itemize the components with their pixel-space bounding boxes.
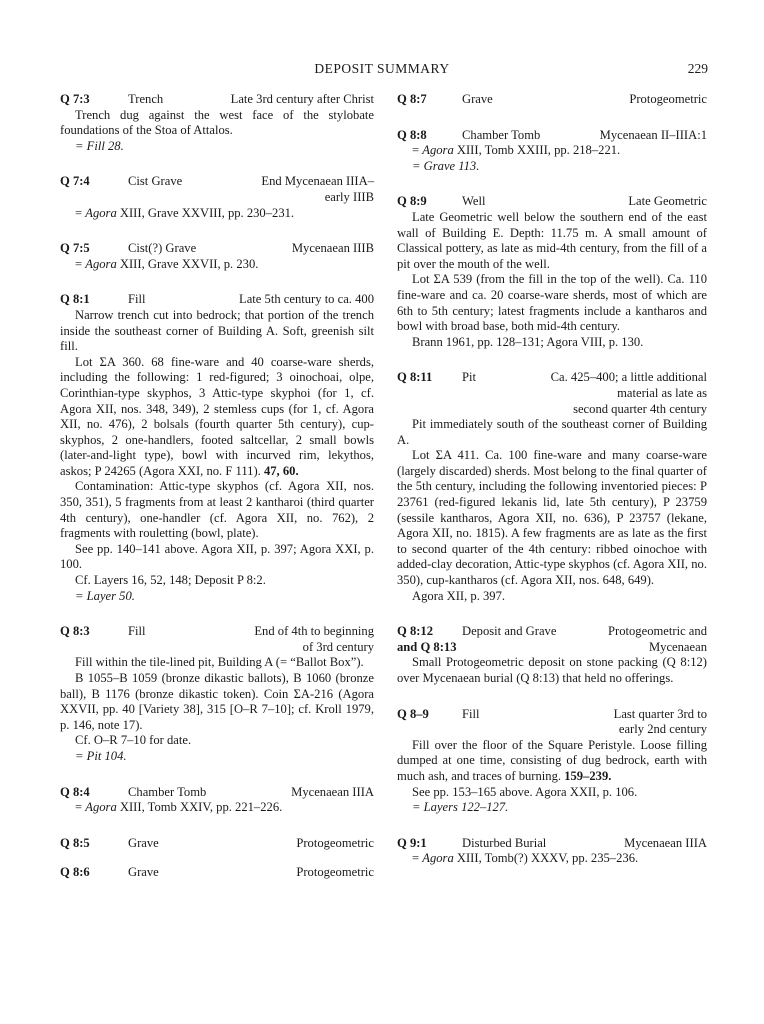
entry-see-also: See pp. 153–165 above. Agora XXII, p. 106. <box>412 784 638 799</box>
entry-heading <box>60 865 374 881</box>
catalogue-numbers: 159–239. <box>564 768 612 783</box>
entry-heading <box>397 370 707 417</box>
deposit-id: Q 8:4 <box>60 784 90 799</box>
deposit-type: Fill <box>128 624 146 639</box>
deposit-type: Grave <box>128 865 159 880</box>
deposit-id: Q 7:4 <box>60 174 90 189</box>
entry-heading <box>60 292 374 308</box>
entry-cross-reference: = Layers 122–127. <box>412 800 509 815</box>
lot-contents-text: Lot ΣA 360. 68 fine-ware and 40 coarse-ware sherds, including the following: 1 red-figured; 3 oinochoai, olpe, Corinthian-type skyphos, 3 Attic-type skyphoi (for 1, cf. Agora XII, nos. 348, 349), 2 stemless cups (for 1, cf. Agora XII, no. 476), 2 bolsals (fourth quarter 5th century), cup-skyphos, 2 one-handlers, footed saltcellar, 2 small bowls (later-and-light type), bowl with incurved rim, lekythos, askos; P 24265 (Agora XXI, no. F 111). <box>60 354 374 478</box>
deposit-id: Q 8:3 <box>60 624 90 639</box>
entry-heading <box>60 174 374 205</box>
entry-description: Narrow trench cut into bedrock; that portion of the trench inside the southeast corner of Building A. Soft, greenish silt fill. <box>60 307 374 354</box>
deposit-type: Fill <box>128 292 146 307</box>
deposit-date-line-3: second quarter 4th century <box>573 401 707 416</box>
left-column <box>60 92 374 901</box>
deposit-date: Late 5th century to ca. 400 <box>239 292 374 307</box>
deposit-type: Cist(?) Grave <box>128 241 197 256</box>
entry-heading <box>397 194 707 210</box>
deposit-date: Mycenaean IIIA <box>291 784 374 799</box>
publication-reference: XIII, Tomb(?) XXXV, pp. 235–236. <box>453 851 639 866</box>
publication-reference: XIII, Tomb XXIII, pp. 218–221. <box>453 143 621 158</box>
deposit-type: Deposit and Grave <box>462 624 557 639</box>
entry-contamination: Contamination: Attic-type skyphos (cf. Agora XII, nos. 350, 351), 5 fragments from at least 2 kantharoi (third quarter 4th century), one-handler (cf. Agora XII, no. 762), 2 fragments with rouletting (bowl, plate). <box>60 479 374 541</box>
page-header <box>0 61 764 79</box>
publication-series: Agora <box>85 800 117 815</box>
deposit-type: Well <box>462 194 486 209</box>
entry-q8-3 <box>60 624 374 764</box>
entry-heading <box>397 624 707 640</box>
entry-q8-12-13 <box>397 624 707 686</box>
entry-bibliography: = Agora XIII, Tomb XXIII, pp. 218–221. <box>412 143 621 158</box>
entry-cross-reference: = Fill 28. <box>75 138 124 153</box>
entry-q8-9 <box>397 194 707 350</box>
deposit-date <box>188 624 374 655</box>
entry-finds: B 1055–B 1059 (bronze dikastic ballots), B 1060 (bronze ball), B 1176 (bronze dikastic token). Coin ΣA-216 (Agora XXVII, pp. 40 [Variety 38], 315 [O–R 7–10]; cf. Kroll 1979, p. 146, note 17). <box>60 671 374 732</box>
deposit-id: Q 7:5 <box>60 241 90 256</box>
entry-q7-3 <box>60 92 374 154</box>
deposit-type: Grave <box>462 92 493 106</box>
deposit-id: Q 8:11 <box>397 370 433 385</box>
page-number: 229 <box>687 61 708 76</box>
deposit-date-line-1: End Mycenaean IIIA– <box>261 174 374 189</box>
deposit-type: Pit <box>462 370 477 385</box>
deposit-date: Mycenaean II–IIIA:1 <box>599 127 707 142</box>
deposit-date: Mycenaean IIIA <box>624 835 707 850</box>
entry-compare: Cf. Layers 16, 52, 148; Deposit P 8:2. <box>75 573 266 588</box>
publication-series: Agora <box>85 205 117 220</box>
deposit-date: Protogeometric and <box>608 624 707 639</box>
entry-q7-4 <box>60 174 374 221</box>
publication-reference: XIII, Grave XXVIII, pp. 230–231. <box>116 205 295 220</box>
deposit-id: Q 8:6 <box>60 865 90 880</box>
deposit-date-line-2: early 2nd century <box>618 722 707 737</box>
entry-q8-5 <box>60 836 374 852</box>
deposit-type: Disturbed Burial <box>462 835 547 850</box>
deposit-type: Cist Grave <box>128 174 183 189</box>
description-text: Fill over the floor of the Square Peristyle. Loose filling dumped at one time, consisting of dug bedrock, earth with much ash, and traces of burning. <box>397 737 707 783</box>
deposit-id: Q 8:7 <box>397 92 427 106</box>
entry-bibliography: Agora XII, p. 397. <box>412 588 506 603</box>
deposit-id: Q 8:5 <box>60 835 90 850</box>
entry-q8-11 <box>397 370 707 604</box>
deposit-date: Protogeometric <box>296 835 374 850</box>
deposit-id-second <box>397 640 457 656</box>
entry-see-also: See pp. 140–141 above. Agora XII, p. 397; Agora XXI, p. 100. <box>60 541 374 572</box>
entry-description <box>397 738 707 785</box>
deposit-type: Chamber Tomb <box>462 127 541 142</box>
entry-bibliography: Brann 1961, pp. 128–131; Agora VIII, p. 130. <box>412 334 644 349</box>
deposit-date <box>216 174 374 205</box>
entry-heading <box>397 836 707 852</box>
entry-bibliography: = Agora XIII, Tomb(?) XXXV, pp. 235–236. <box>412 851 639 866</box>
entry-q8-1 <box>60 292 374 604</box>
entry-q8-8 <box>397 128 707 175</box>
entry-bibliography: = Agora XIII, Tomb XXIV, pp. 221–226. <box>75 800 283 815</box>
catalogue-numbers: 47, 60. <box>263 463 299 478</box>
deposit-date-line-2: of 3rd century <box>302 639 374 654</box>
deposit-date: Mycenaean <box>648 639 707 654</box>
publication-reference: XIII, Tomb XXIV, pp. 221–226. <box>116 800 283 815</box>
entry-description: Pit immediately south of the southeast corner of Building A. <box>397 417 707 447</box>
publication-series: Agora <box>422 851 454 866</box>
deposit-id: Q 8–9 <box>397 706 429 721</box>
deposit-date: Mycenaean IIIB <box>291 241 374 256</box>
entry-cross-reference: = Layer 50. <box>75 588 135 603</box>
entry-description: Small Protogeometric deposit on stone packing (Q 8:12) over Mycenaean burial (Q 8:13) that held no offerings. <box>397 655 707 685</box>
entry-q9-1 <box>397 836 707 867</box>
entry-description: Trench dug against the west face of the stylobate foundations of the Stoa of Attalos. <box>60 107 374 138</box>
entry-heading <box>60 92 374 108</box>
entry-q8-4 <box>60 785 374 816</box>
deposit-id: Q 8:9 <box>397 194 427 209</box>
deposit-id: Q 8:1 <box>60 292 90 307</box>
entry-lot-contents: Lot ΣA 411. Ca. 100 fine-ware and many coarse-ware (largely discarded) sherds. Most belong to the final quarter of the 5th century, including the following inventoried pieces: P 23761 (red-figured lekanis lid, late 5th century), P 23759 (sessile kantharos, Agora XII, no. 636), P 23757 (lekane, Agora XII, no. 1815). A few fragments are as late as the first to second quarter of the 4th century: ribbed oinochoe with added-clay decoration, Attic-type skyphos (cf. Agora XII, no. 350), cup-kantharos (cf. Agora XII, nos. 648, 649). <box>397 448 707 588</box>
deposit-date-line-2: material as late as <box>617 385 707 400</box>
entry-cross-reference: = Grave 113. <box>412 158 480 173</box>
entry-cross-reference: = Pit 104. <box>75 748 127 763</box>
deposit-date <box>512 370 707 417</box>
entry-heading <box>60 785 374 801</box>
publication-series: Agora <box>85 256 117 271</box>
entry-lot-contents <box>60 355 374 480</box>
deposit-type: Grave <box>128 835 159 850</box>
deposit-date-line-1: Ca. 425–400; a little additional <box>550 370 707 385</box>
entry-q7-5 <box>60 241 374 272</box>
right-column <box>397 92 707 887</box>
entry-bibliography: = Agora XIII, Grave XXVII, p. 230. <box>75 256 259 271</box>
deposit-date-line-1: Last quarter 3rd to <box>613 706 707 721</box>
entry-description: Late Geometric well below the southern end of the east wall of Building E. Depth: 11.75 m. A small amount of Classical pottery, as late as mid-4th century, from the fill of a pit over the mouth of the well. <box>397 209 707 271</box>
entry-heading <box>60 836 374 852</box>
deposit-id: Q 8:12 <box>397 624 434 639</box>
deposit-date: Protogeometric <box>296 865 374 880</box>
conjunction: and <box>397 639 421 654</box>
deposit-date: Late 3rd century after Christ <box>230 92 374 106</box>
entry-description: Fill within the tile-lined pit, Building A (= “Ballot Box”). <box>75 655 364 670</box>
entry-q8-9-fill <box>397 707 707 816</box>
deposit-id: Q 8:13 <box>420 639 457 654</box>
deposit-date-line-2: early IIIB <box>324 189 374 204</box>
entry-heading <box>397 128 707 144</box>
deposit-type: Fill <box>462 706 480 721</box>
entry-compare: Cf. O–R 7–10 for date. <box>75 733 192 748</box>
deposit-type: Trench <box>128 92 164 106</box>
entry-q8-6 <box>60 865 374 881</box>
entry-bibliography: = Agora XIII, Grave XXVIII, pp. 230–231. <box>75 205 295 220</box>
publication-series: Agora <box>422 143 454 158</box>
entry-lot-contents: Lot ΣA 539 (from the fill in the top of the well). Ca. 110 fine-ware and ca. 20 coarse-ware sherds, most of which are 6th to 5th century; latest fragments include a kantharos and bowl with broad base, both mid-4th century. <box>397 272 707 334</box>
publication-reference: XIII, Grave XXVII, p. 230. <box>116 256 259 271</box>
deposit-date <box>522 707 707 738</box>
deposit-date: Protogeometric <box>629 92 707 106</box>
deposit-date-line-1: End of 4th to beginning <box>254 624 374 639</box>
deposit-id: Q 8:8 <box>397 127 427 142</box>
running-head: DEPOSIT SUMMARY <box>314 61 450 76</box>
deposit-id: Q 7:3 <box>60 92 90 106</box>
entry-heading <box>397 92 707 108</box>
entry-heading-second <box>397 640 707 656</box>
deposit-id: Q 9:1 <box>397 835 427 850</box>
deposit-date: Late Geometric <box>628 194 707 209</box>
entry-q8-7 <box>397 92 707 108</box>
entry-heading <box>60 624 374 655</box>
entry-heading <box>60 241 374 257</box>
entry-heading <box>397 707 707 738</box>
deposit-type: Chamber Tomb <box>128 784 207 799</box>
